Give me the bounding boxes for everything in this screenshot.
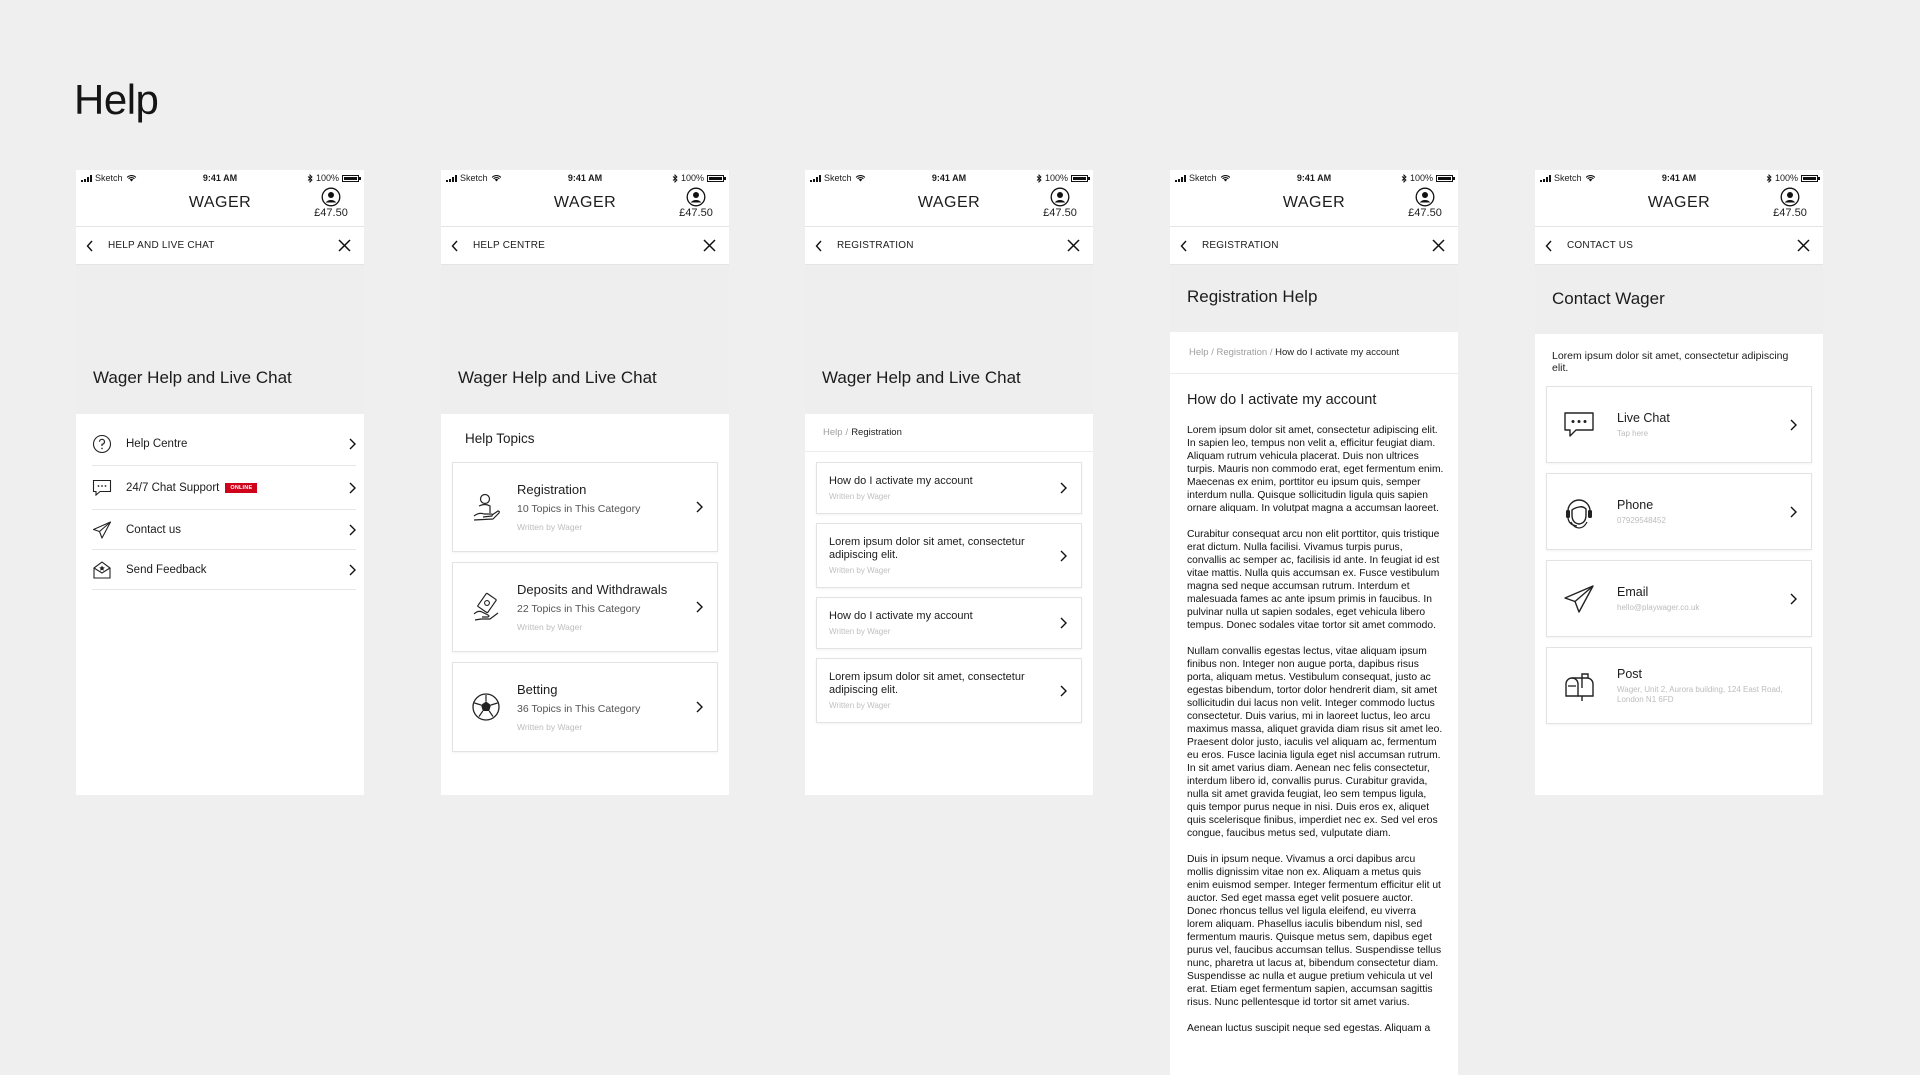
user-circle-icon — [1050, 187, 1070, 207]
chevron-right-icon — [1790, 419, 1797, 431]
status-bar — [805, 170, 1093, 186]
brand-logo: WAGER — [188, 194, 252, 211]
close-button[interactable] — [1063, 236, 1083, 256]
hero-title: Wager Help and Live Chat — [458, 368, 657, 387]
carrier-label: Sketch — [1554, 173, 1582, 183]
contact-option-title: Email — [1617, 584, 1649, 599]
back-button[interactable] — [451, 236, 471, 256]
article-paragraph: Curabitur consequat arcu non elit porttitor, quis tristique erat dictum. Nulla facilisi. Vivamus turpis purus, convallis ac semper ac, facilisis id ante. In feugiat id est vitae mattis. Nulla quis accumsan ex. Fusce vestibulum magna sed neque accumsan rutrum. Interdum et malesuada fames ac ante ipsum primis in faucibus. In pulvinar nulla ut sapien sodales, eget vehicula libero tempus. Donec sodales vitae tortor sit amet commodo. — [1187, 529, 1440, 631]
nav-bar — [1535, 226, 1823, 264]
contact-option-subtitle: Wager, Unit 2, Aurora building, 124 East Road, London N1 6FD — [1617, 684, 1783, 704]
article-title: Lorem ipsum dolor sit amet, consectetur adipiscing elit. — [829, 671, 1025, 696]
hero-banner — [1170, 264, 1458, 332]
topic-count: 10 Topics in This Category — [517, 503, 641, 515]
close-button[interactable] — [699, 236, 719, 256]
money-hand-icon — [471, 592, 501, 622]
breadcrumb-current: How do I activate my account — [1275, 347, 1400, 358]
close-icon — [1797, 239, 1810, 252]
user-circle-icon — [321, 187, 341, 207]
person-hand-icon — [471, 492, 501, 522]
wifi-icon — [1220, 174, 1231, 182]
brand-logo: WAGER — [1282, 194, 1346, 211]
brand-logo: WAGER — [917, 194, 981, 211]
chevron-left-icon — [815, 240, 823, 252]
article-author: Written by Wager — [829, 566, 891, 575]
status-time: 9:41 AM — [567, 173, 603, 183]
nav-title: REGISTRATION — [1202, 240, 1279, 251]
section-title: Help Topics — [465, 430, 535, 446]
article-paragraph: Duis in ipsum neque. Vivamus a orci dapibus arcu mollis dignissim vitae non ex. Aliquam a metus quis enim euismod semper. Integer fermentum efficitur elit ut auctor. Sed eget massa eget velit posuere auctor. Donec rhoncus tellus vel ligula eleifend, eu viverra lorem aliquam. Phasellus iaculis bibendum nisl, sed fermentum mauris. Quisque metus sem, dapibus eget purus vel, faucibus accumsan tellus. Suspendisse tellus nunc, pharetra ut lacus at, bibendum consectetur diam. Suspendisse ac nulla et augue pretium vehicula ut vel erat. Etiam eget fermentum sapien, accumsan sagittis risus. Nunc pellentesque id tortor sit amet varius. — [1187, 854, 1442, 1008]
menu-item-send-feedback[interactable] — [92, 550, 356, 590]
bluetooth-icon — [1401, 174, 1407, 183]
chevron-left-icon — [451, 240, 459, 252]
breadcrumb-current: Registration — [851, 427, 902, 438]
breadcrumb-help-link[interactable]: Help — [1189, 347, 1209, 358]
close-icon — [1067, 239, 1080, 252]
phone-screen-help-centre — [441, 170, 729, 795]
contact-option-title: Live Chat — [1617, 410, 1670, 425]
topic-title: Betting — [517, 682, 558, 697]
question-icon — [92, 434, 112, 454]
topic-title: Registration — [517, 482, 587, 497]
balance-amount: £47.50 — [1408, 207, 1442, 219]
status-time: 9:41 AM — [931, 173, 967, 183]
chevron-right-icon — [1790, 593, 1797, 605]
chevron-right-icon — [1060, 550, 1067, 562]
bluetooth-icon — [672, 174, 678, 183]
mailbox-icon — [1563, 670, 1595, 702]
battery-icon — [1436, 175, 1453, 182]
battery-icon — [1071, 175, 1088, 182]
chevron-right-icon — [696, 701, 703, 713]
menu-item-label: Send Feedback — [126, 563, 207, 576]
battery-label: 100% — [1044, 173, 1068, 183]
article-author: Written by Wager — [829, 492, 891, 501]
close-button[interactable] — [1428, 236, 1448, 256]
menu-item-label: Contact us — [126, 523, 181, 536]
bluetooth-icon — [1036, 174, 1042, 183]
topic-card-registration[interactable] — [452, 462, 718, 552]
hero-title: Contact Wager — [1552, 289, 1665, 308]
breadcrumb — [1170, 332, 1458, 374]
app-header — [1535, 186, 1823, 226]
wifi-icon — [1585, 174, 1596, 182]
balance-amount: £47.50 — [314, 207, 348, 219]
nav-bar — [441, 226, 729, 264]
contact-option-title: Phone — [1617, 497, 1654, 512]
article-author: Written by Wager — [829, 701, 891, 710]
article-card[interactable] — [816, 523, 1082, 588]
article-body — [1170, 416, 1458, 1035]
chevron-right-icon — [1060, 482, 1067, 494]
breadcrumb-registration-link[interactable]: Registration — [1216, 347, 1268, 358]
signal-icon — [1540, 175, 1551, 182]
balance-amount: £47.50 — [1043, 207, 1077, 219]
breadcrumb-separator: / — [1211, 347, 1214, 358]
football-icon — [471, 692, 501, 722]
back-button[interactable] — [1545, 236, 1565, 256]
carrier-label: Sketch — [460, 173, 488, 183]
phone-screen-contact-us — [1535, 170, 1823, 795]
contact-option-phone[interactable] — [1546, 473, 1812, 550]
feedback-icon — [92, 560, 112, 580]
carrier-label: Sketch — [824, 173, 852, 183]
carrier-label: Sketch — [1189, 173, 1217, 183]
nav-title: HELP CENTRE — [473, 240, 546, 251]
article-title: How do I activate my account — [829, 610, 973, 622]
chat-icon — [92, 479, 112, 497]
status-bar — [1535, 170, 1823, 186]
article-card[interactable] — [816, 658, 1082, 723]
article-paragraph: Aenean luctus suscipit neque sed egestas. Aliquam a — [1187, 1023, 1431, 1034]
topic-author: Written by Wager — [517, 622, 583, 632]
carrier-label: Sketch — [95, 173, 123, 183]
app-header — [441, 186, 729, 226]
menu-item-contact-us[interactable] — [92, 510, 356, 550]
article-title: How do I activate my account — [1187, 392, 1377, 408]
status-time: 9:41 AM — [202, 173, 238, 183]
close-icon — [338, 239, 351, 252]
breadcrumb-separator: / — [845, 427, 849, 438]
contact-option-email[interactable] — [1546, 560, 1812, 637]
battery-icon — [707, 175, 724, 182]
nav-title: HELP AND LIVE CHAT — [108, 240, 215, 251]
contact-option-subtitle: Tap here — [1617, 428, 1649, 438]
chevron-right-icon — [1060, 685, 1067, 697]
balance-amount: £47.50 — [679, 207, 713, 219]
close-button[interactable] — [1793, 236, 1813, 256]
account-button[interactable] — [308, 186, 354, 219]
breadcrumb-help-link[interactable]: Help — [823, 427, 843, 438]
nav-bar — [76, 226, 364, 264]
menu-item-label: 24/7 Chat Support — [126, 481, 220, 494]
topic-author: Written by Wager — [517, 522, 583, 532]
close-button[interactable] — [334, 236, 354, 256]
article-author: Written by Wager — [829, 627, 891, 636]
contact-option-subtitle: hello@playwager.co.uk — [1617, 602, 1700, 612]
account-button[interactable] — [1402, 186, 1448, 219]
phone-screen-article — [1170, 170, 1458, 1075]
chevron-right-icon — [349, 564, 356, 576]
chevron-right-icon — [349, 524, 356, 536]
contact-option-title: Post — [1617, 666, 1643, 681]
back-button[interactable] — [86, 236, 106, 256]
battery-icon — [342, 175, 359, 182]
help-menu — [76, 414, 364, 590]
app-header — [805, 186, 1093, 226]
user-circle-icon — [686, 187, 706, 207]
bluetooth-icon — [1766, 174, 1772, 183]
back-button[interactable] — [1180, 236, 1200, 256]
article-card[interactable] — [816, 597, 1082, 649]
app-header — [76, 186, 364, 226]
signal-icon — [446, 175, 457, 182]
chevron-left-icon — [1180, 240, 1188, 252]
contact-option-subtitle: 07929548452 — [1617, 515, 1666, 525]
contact-option-post[interactable] — [1546, 647, 1812, 724]
topic-card-deposits[interactable] — [452, 562, 718, 652]
phone-screen-help-and-live-chat — [76, 170, 364, 795]
chevron-right-icon — [696, 501, 703, 513]
status-badge-online: ONLINE — [225, 483, 257, 493]
phone-screen-registration — [805, 170, 1093, 795]
brand-logo: WAGER — [553, 194, 617, 211]
battery-label: 100% — [315, 173, 339, 183]
menu-item-help-centre[interactable] — [92, 422, 356, 466]
breadcrumb — [805, 414, 1093, 452]
wifi-icon — [491, 174, 502, 182]
article-list — [805, 452, 1093, 723]
topic-author: Written by Wager — [517, 722, 583, 732]
status-time: 9:41 AM — [1661, 173, 1697, 183]
account-button[interactable] — [1767, 186, 1813, 219]
breadcrumb-separator: / — [1269, 347, 1273, 358]
status-time: 9:41 AM — [1296, 173, 1332, 183]
hero-title: Registration Help — [1187, 287, 1318, 306]
contact-option-live-chat[interactable] — [1546, 386, 1812, 463]
topic-count: 36 Topics in This Category — [517, 703, 641, 715]
contact-intro: Lorem ipsum dolor sit amet, consectetur adipiscing elit. — [1552, 350, 1789, 374]
nav-bar — [805, 226, 1093, 264]
page-title: Help — [74, 76, 159, 123]
signal-icon — [81, 175, 92, 182]
paper-plane-icon — [92, 521, 112, 539]
signal-icon — [1175, 175, 1186, 182]
headset-icon — [1563, 495, 1595, 529]
paper-plane-icon — [1563, 584, 1595, 614]
article-card[interactable] — [816, 462, 1082, 514]
chevron-right-icon — [349, 438, 356, 450]
chevron-right-icon — [696, 601, 703, 613]
status-bar — [76, 170, 364, 186]
chevron-right-icon — [1060, 617, 1067, 629]
battery-icon — [1801, 175, 1818, 182]
topic-title: Deposits and Withdrawals — [517, 582, 668, 597]
bluetooth-icon — [307, 174, 313, 183]
close-icon — [703, 239, 716, 252]
close-icon — [1432, 239, 1445, 252]
hero-banner — [1535, 264, 1823, 334]
user-circle-icon — [1780, 187, 1800, 207]
brand-logo: WAGER — [1647, 194, 1711, 211]
chevron-left-icon — [86, 240, 94, 252]
nav-bar — [1170, 226, 1458, 264]
app-header — [1170, 186, 1458, 226]
menu-item-label: Help Centre — [126, 437, 188, 450]
hero-title: Wager Help and Live Chat — [93, 368, 292, 387]
menu-item-chat-support[interactable] — [92, 466, 356, 510]
article-title: Lorem ipsum dolor sit amet, consectetur adipiscing elit. — [829, 536, 1025, 561]
article-paragraph: Nullam convallis egestas lectus, vitae aliquam ipsum finibus non. Integer non augue porta, dapibus risus porta, aliquam metus. Vestibulum consequat, justo ac egestas bibendum, tortor dolor hendrerit diam, sit amet sollicitudin dui lacus non velit. Integer commodo luctus consectetur. Duis varius, mi in laoreet luctus, leo arcu maximus massa, aliquet gravida diam risus sit amet leo. Praesent dolor justo, iaculis vel aliquam ac, fermentum eu eros. Fusce lacinia ligula eget nisl accumsan rutrum. In sit amet varius diam. Aenean nec felis consectetur, interdum libero id, convallis purus. Curabitur gravida, nulla sit amet gravida feugiat, leo sem tempus ligula, quis tempor purus neque in nisi. Duis eros ex, aliquet quis scelerisque finibus, imperdiet nec ex. Sed vel eros congue, faucibus metus sed, vulputate diam. — [1187, 646, 1443, 839]
chevron-left-icon — [1545, 240, 1553, 252]
topic-card-betting[interactable] — [452, 662, 718, 752]
chat-bubble-icon — [1563, 411, 1595, 439]
status-bar — [441, 170, 729, 186]
hero-banner — [441, 264, 729, 414]
wifi-icon — [855, 174, 866, 182]
chevron-right-icon — [349, 482, 356, 494]
battery-label: 100% — [680, 173, 704, 183]
chevron-right-icon — [1790, 506, 1797, 518]
user-circle-icon — [1415, 187, 1435, 207]
account-button[interactable] — [1037, 186, 1083, 219]
nav-title: CONTACT US — [1567, 240, 1634, 251]
back-button[interactable] — [815, 236, 835, 256]
article-paragraph: Lorem ipsum dolor sit amet, consectetur adipiscing elit. In sapien leo, tempus non velit a, efficitur feugiat diam. Aliquam rutrum vehicula placerat. Duis non ultrices turpis. Mauris non commodo erat, eget fermentum enim. Maecenas ex enim, porttitor eu ipsum quis, semper interdum nulla. Quisque sollicitudin ligula quis sapien ornare aliquam. In volutpat magna a accumsan laoreet. — [1187, 425, 1444, 514]
status-bar — [1170, 170, 1458, 186]
nav-title: REGISTRATION — [837, 240, 914, 251]
hero-title: Wager Help and Live Chat — [822, 368, 1021, 387]
topic-count: 22 Topics in This Category — [517, 603, 641, 615]
hero-banner — [805, 264, 1093, 414]
balance-amount: £47.50 — [1773, 207, 1807, 219]
account-button[interactable] — [673, 186, 719, 219]
wifi-icon — [126, 174, 137, 182]
battery-label: 100% — [1409, 173, 1433, 183]
article-title: How do I activate my account — [829, 475, 973, 487]
hero-banner — [76, 264, 364, 414]
battery-label: 100% — [1774, 173, 1798, 183]
signal-icon — [810, 175, 821, 182]
